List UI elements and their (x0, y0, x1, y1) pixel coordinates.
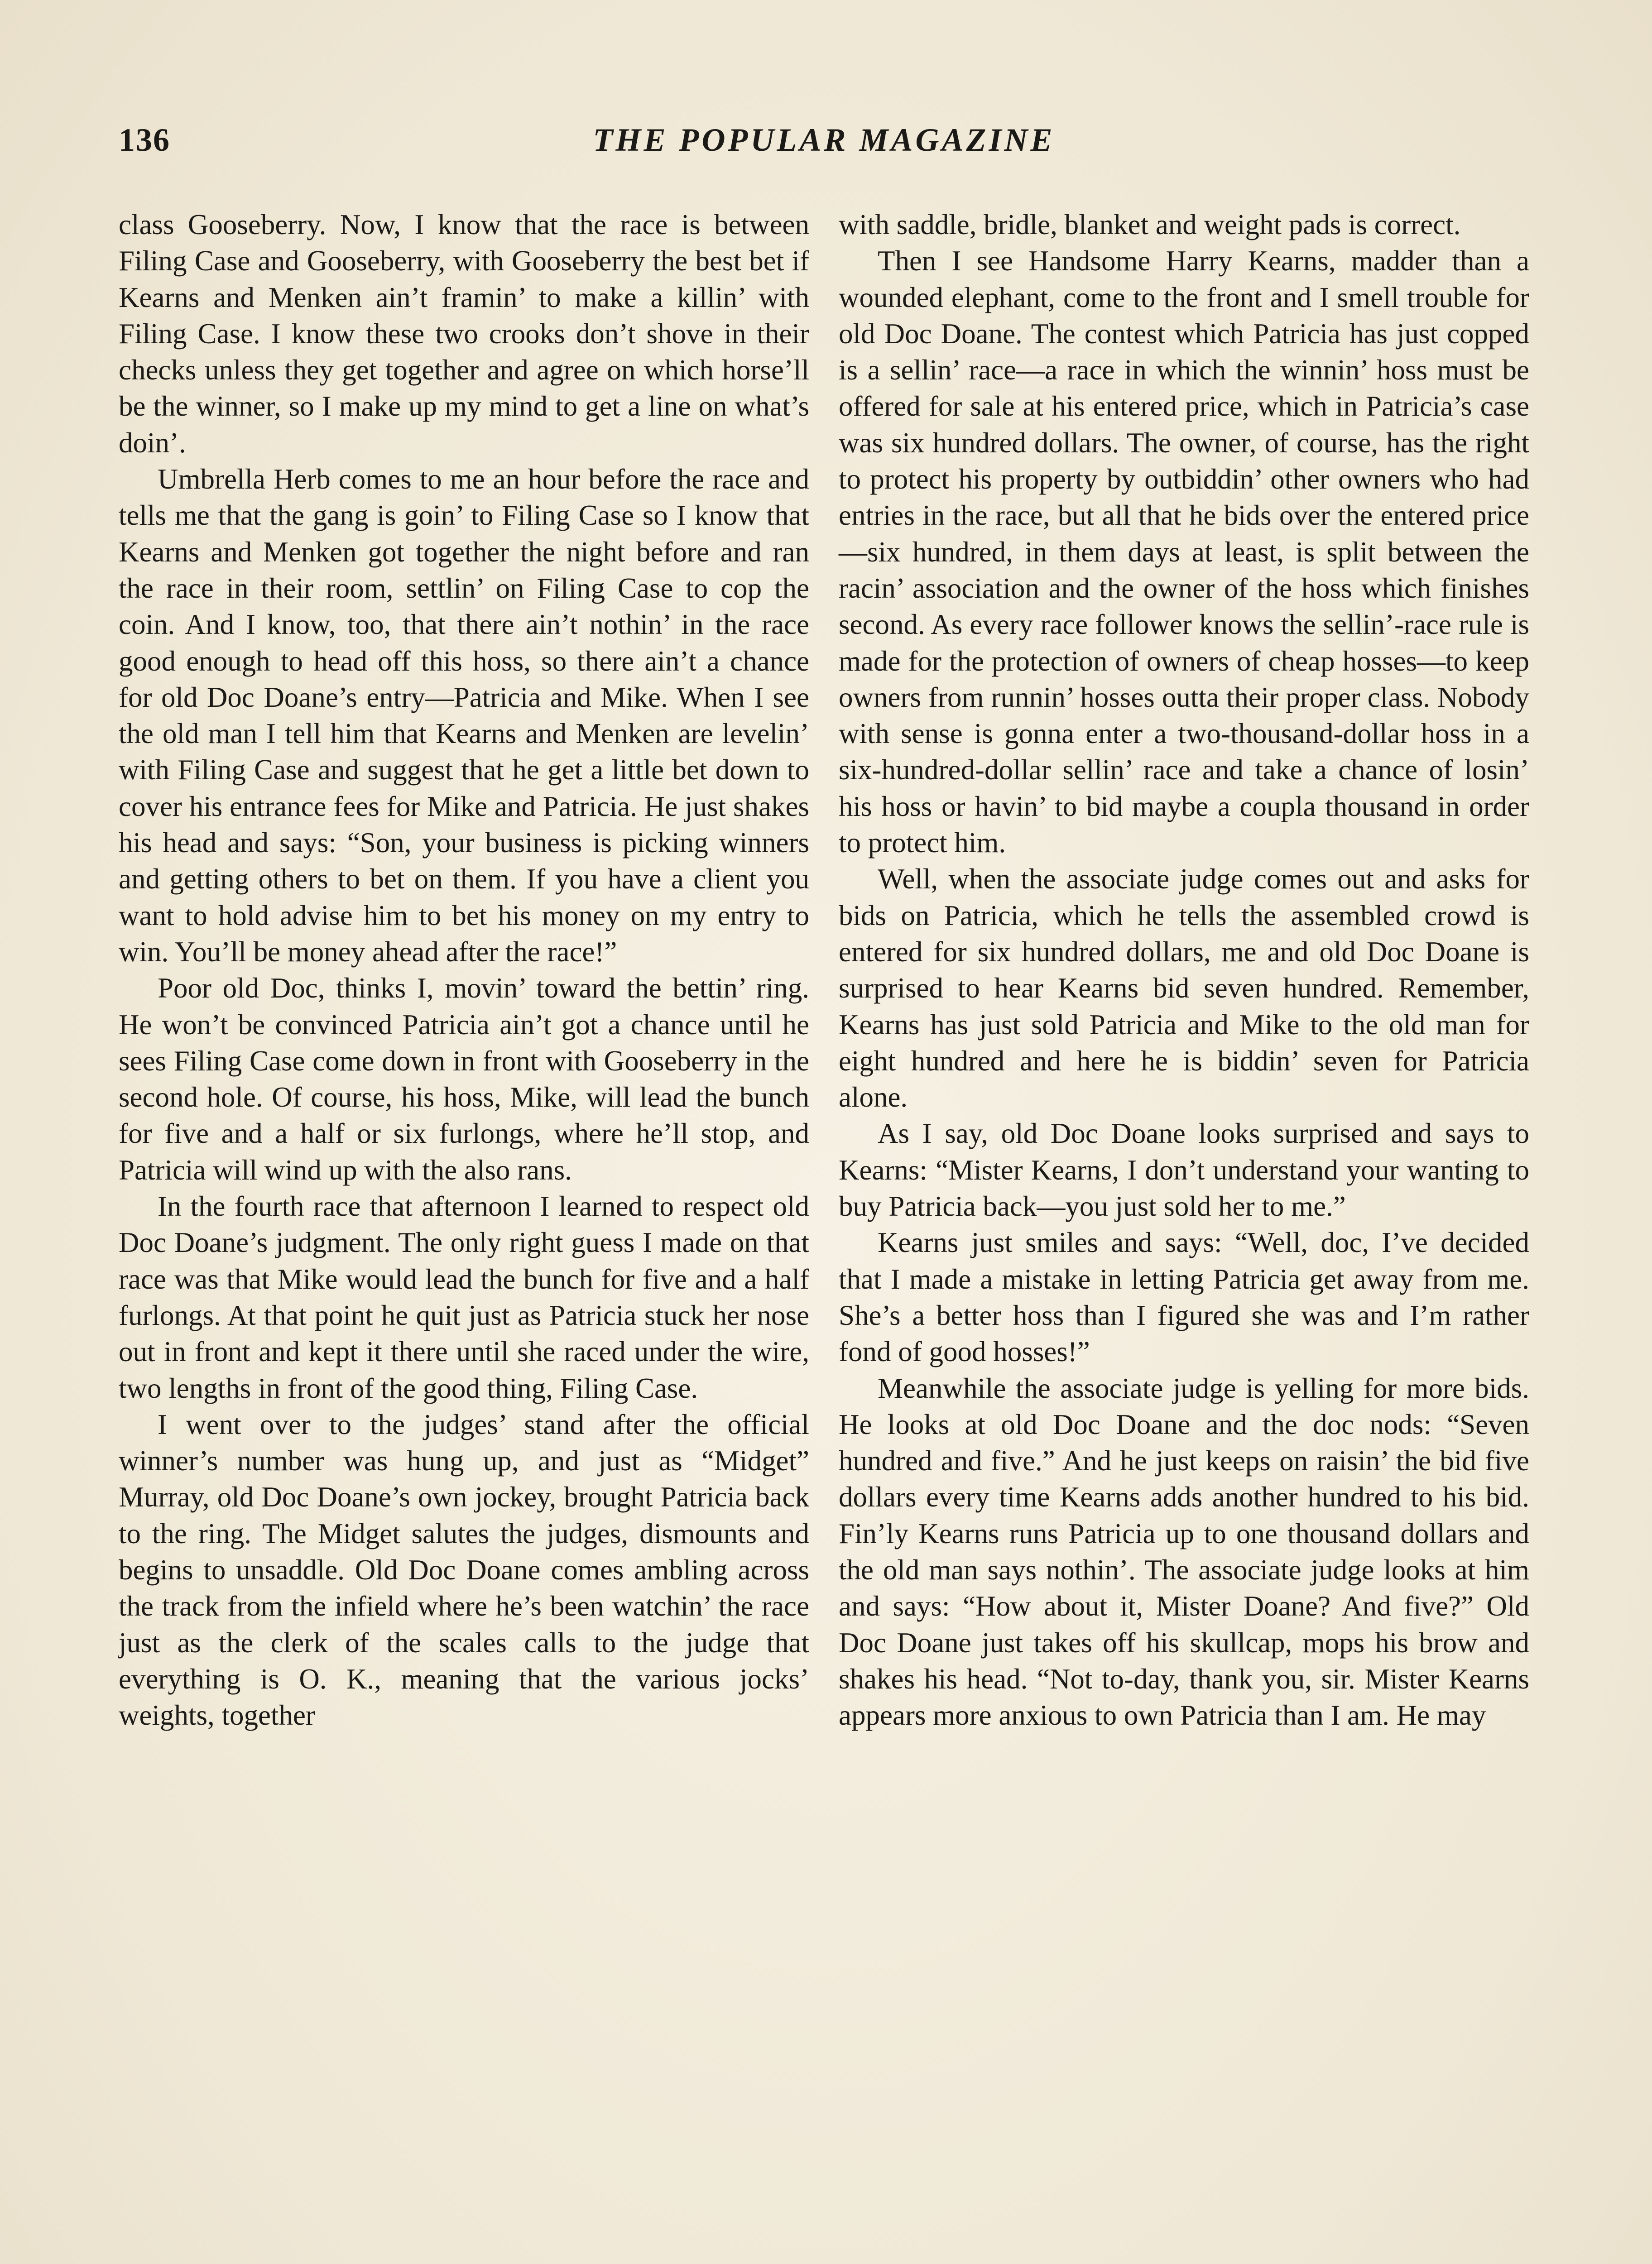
paragraph: In the fourth race that afternoon I learned to respect old Doc Doane’s judgment. The only right guess I made on that race was that Mike would lead the bunch for five and a half furlongs. At that point he quit just as Patricia stuck her nose out in front and kept it there until she raced under the wire, two lengths in front of the good thing, Filing Case. (119, 1190, 809, 1404)
running-title: THE POPULAR MAGAZINE (593, 122, 1055, 158)
paragraph: Umbrella Herb comes to me an hour before the race and tells me that the gang is goin’ to Filing Case so I know that Kearns and Menken got together the night before and ran the race in their room, settlin’ on Filing Case to cop the coin. And I know, too, that there ain’t nothin’ in the race good enough to head off this hoss, so there ain’t a chance for old Doc Doane’s entry—Patricia and Mike. When I see the old man I tell him that Kearns and Menken are levelin’ with Filing Case and suggest that he get a little bet down to cover his entrance fees for Mike and Patricia. He just shakes his head and says: “Son, your business is picking winners and getting others to bet on them. If you have a client you want to hold advise him to bet his money on my entry to win. You’ll be money ahead after the race!” (119, 463, 809, 968)
paragraph: class Gooseberry. Now, I know that the race is between Filing Case and Gooseberry, with Gooseberry the best bet if Kearns and Menken ain’t framin’ to make a killin’ with Filing Case. I know these two crooks don’t shove in their checks unless they get together and agree on which horse’ll be the winner, so I make up my mind to get a line on what’s doin’. (119, 209, 809, 459)
paragraph: I went over to the judges’ stand after the official winner’s number was hung up, and just as “Midget” Murray, old Doc Doane’s own jockey, brought Patricia back to the ring. The Midget salutes the judges, dismounts and begins to unsaddle. Old Doc Doane comes ambling across the track from the infield where he’s been watchin’ the race just as the clerk of the scales calls to the judge that everything is O. K., meaning that the various jocks’ weights, together (119, 1408, 809, 1732)
paragraph: Meanwhile the associate judge is yelling for more bids. He looks at old Doc Doane and the doc nods: “Seven hundred and five.” And he just keeps on raisin’ the bid five dollars every time Kearns adds another hundred to his bid. Fin’ly Kearns runs Patricia up to one thousand dollars and the old man says nothin’. The associate judge looks at him and says: “How about it, Mister Doane? And five?” Old Doc Doane just takes off his skullcap, mops his brow and shakes his head. “Not to-day, thank you, sir. Mister Kearns appears more anxious to own Patricia than I am. He may (839, 1372, 1529, 1732)
text-columns (119, 206, 1529, 2264)
paragraph: Well, when the associate judge comes out and asks for bids on Patricia, which he tells the assembled crowd is entered for six hundred dollars, me and old Doc Doane is surprised to hear Kearns bid seven hundred. Remember, Kearns has just sold Patricia and Mike to the old man for eight hundred and here he is biddin’ seven for Patricia alone. (839, 863, 1529, 1113)
page-header (119, 121, 1529, 171)
right-column (839, 206, 1529, 2264)
paragraph: Kearns just smiles and says: “Well, doc, I’ve decided that I made a mistake in letting Patricia get away from me. She’s a better hoss than I figured she was and I’m rather fond of good hosses!” (839, 1227, 1529, 1368)
paragraph: As I say, old Doc Doane looks surprised and says to Kearns: “Mister Kearns, I don’t understand your wanting to buy Patricia back—you just sold her to me.” (839, 1118, 1529, 1223)
paragraph: Poor old Doc, thinks I, movin’ toward the bettin’ ring. He won’t be convinced Patricia ain’t got a chance until he sees Filing Case come down in front with Gooseberry in the second hole. Of course, his hoss, Mike, will lead the bunch for five and a half or six furlongs, where he’ll stop, and Patricia will wind up with the also rans. (119, 972, 809, 1186)
paragraph: Then I see Handsome Harry Kearns, madder than a wounded elephant, come to the front and I smell trouble for old Doc Doane. The contest which Patricia has just copped is a sellin’ race—a race in which the winnin’ hoss must be offered for sale at his entered price, which in Patricia’s case was six hundred dollars. The owner, of course, has the right to protect his property by outbiddin’ other owners who had entries in the race, but all that he bids over the entered price—six hundred, in them days at least, is split between the racin’ association and the owner of the hoss which finishes second. As every race follower knows the sellin’-race rule is made for the protection of owners of cheap hosses—to keep owners from runnin’ hosses outta their proper class. Nobody with sense is gonna enter a two-thousand-dollar hoss in a six-hundred-dollar sellin’ race and take a chance of losin’ his hoss or havin’ to bid maybe a coupla thousand in order to protect him. (839, 245, 1529, 859)
page-number: 136 (119, 122, 170, 158)
paragraph: with saddle, bridle, blanket and weight pads is correct. (839, 209, 1461, 240)
left-column (119, 206, 809, 2264)
